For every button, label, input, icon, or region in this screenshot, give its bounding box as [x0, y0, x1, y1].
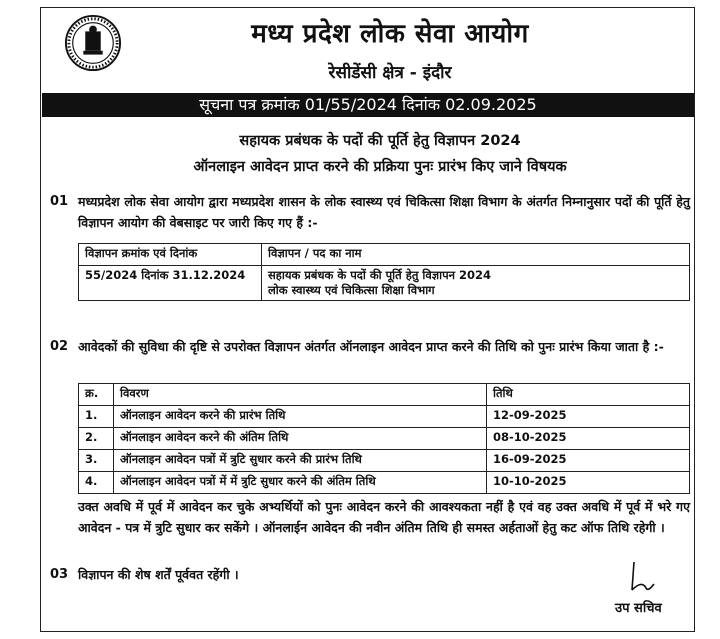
table-header-cell: क्र. — [79, 384, 114, 406]
section-1-text: मध्यप्रदेश लोक सेवा आयोग द्वारा मध्यप्रदेश शासन के लोक स्वास्थ्य एवं चिकित्सा शिक्षा विभाग के अंतर्गत निम्नानुसार पदों की पूर्ति हेतु विज्ञापन आयोग की वेबसाइट पर जारी किए गए हैं :- — [78, 194, 690, 230]
date-cell: 10-10-2025 — [487, 472, 690, 494]
table-row — [79, 472, 690, 494]
section-3-number: 03 — [50, 567, 69, 582]
table-header-row — [79, 384, 690, 406]
table-row — [79, 450, 690, 472]
date-cell: 12-09-2025 — [487, 406, 690, 428]
table-header-cell: विवरण — [114, 384, 487, 406]
ad-name-cell — [262, 266, 690, 301]
signature-mark-icon — [620, 560, 660, 596]
dates-table — [78, 383, 690, 494]
section-2-text: आवेदकों की सुविधा की दृष्टि से उपरोक्त विज्ञापन अंतर्गत ऑनलाइन आवेदन प्राप्त करने की तिथि को पुनः प्रारंभ किया जाता है :- — [78, 339, 664, 354]
serial-cell: 3. — [79, 450, 114, 472]
subject-line-1: सहायक प्रबंधक के पदों की पूर्ति हेतु विज्ञापन 2024 — [239, 133, 521, 149]
org-title: मध्य प्रदेश लोक सेवा आयोग — [251, 19, 529, 49]
section-2-note: उक्त अवधि में पूर्व में आवेदन कर चुके अभ्यर्थियों को पुनः आवेदन करने की आवश्यकता नहीं है एवं वह उक्त अवधि में पूर्व में भरे गए आवेदन - पत्र में त्रुटि सुधार कर सकेंगे । ऑनलाईन आवेदन की नवीन अंतिम तिथि ही समस्त अर्हताओं हेतु कट ऑफ तिथि रहेगी । — [78, 499, 690, 535]
description-cell: ऑनलाइन आवेदन करने की अंतिम तिथि — [114, 428, 487, 450]
table-row — [79, 266, 690, 301]
serial-cell: 4. — [79, 472, 114, 494]
serial-cell: 2. — [79, 428, 114, 450]
notice-number-bar: सूचना पत्र क्रमांक 01/55/2024 दिनांक 02.09.2025 — [42, 93, 694, 117]
table-row — [79, 406, 690, 428]
table-header-cell: तिथि — [487, 384, 690, 406]
description-cell: ऑनलाइन आवेदन पत्रों में में त्रुटि सुधार करने की अंतिम तिथि — [114, 472, 487, 494]
section-3-text: विज्ञापन की शेष शर्तें पूर्ववत रहेंगी । — [78, 567, 239, 582]
ad-number-cell: 55/2024 दिनांक 31.12.2024 — [79, 266, 262, 301]
table-header-cell: विज्ञापन / पद का नाम — [262, 244, 690, 266]
mppsc-seal-icon — [64, 14, 122, 72]
date-cell: 16-09-2025 — [487, 450, 690, 472]
org-location: रेसीडेंसी क्षेत्र - इंदौर — [328, 63, 452, 83]
ad-department-line: लोक स्वास्थ्य एवं चिकित्सा शिक्षा विभाग — [268, 283, 435, 297]
date-cell: 08-10-2025 — [487, 428, 690, 450]
section-2-number: 02 — [50, 339, 69, 354]
table-header-row — [79, 244, 690, 266]
description-cell: ऑनलाइन आवेदन करने की प्रारंभ तिथि — [114, 406, 487, 428]
description-cell: ऑनलाइन आवेदन पत्रों में त्रुटि सुधार करने की प्रारंभ तिथि — [114, 450, 487, 472]
table-row — [79, 428, 690, 450]
advertisement-table — [78, 243, 690, 301]
table-header-cell: विज्ञापन क्रमांक एवं दिनांक — [79, 244, 262, 266]
subject-line-2: ऑनलाइन आवेदन प्राप्त करने की प्रक्रिया पुनः प्रारंभ किए जाने विषयक — [193, 159, 567, 175]
signatory-designation: उप सचिव — [615, 601, 662, 616]
serial-cell: 1. — [79, 406, 114, 428]
ad-name-line: सहायक प्रबंधक के पदों की पूर्ति हेतु विज्ञापन 2024 — [268, 268, 492, 282]
section-1-number: 01 — [50, 194, 69, 209]
